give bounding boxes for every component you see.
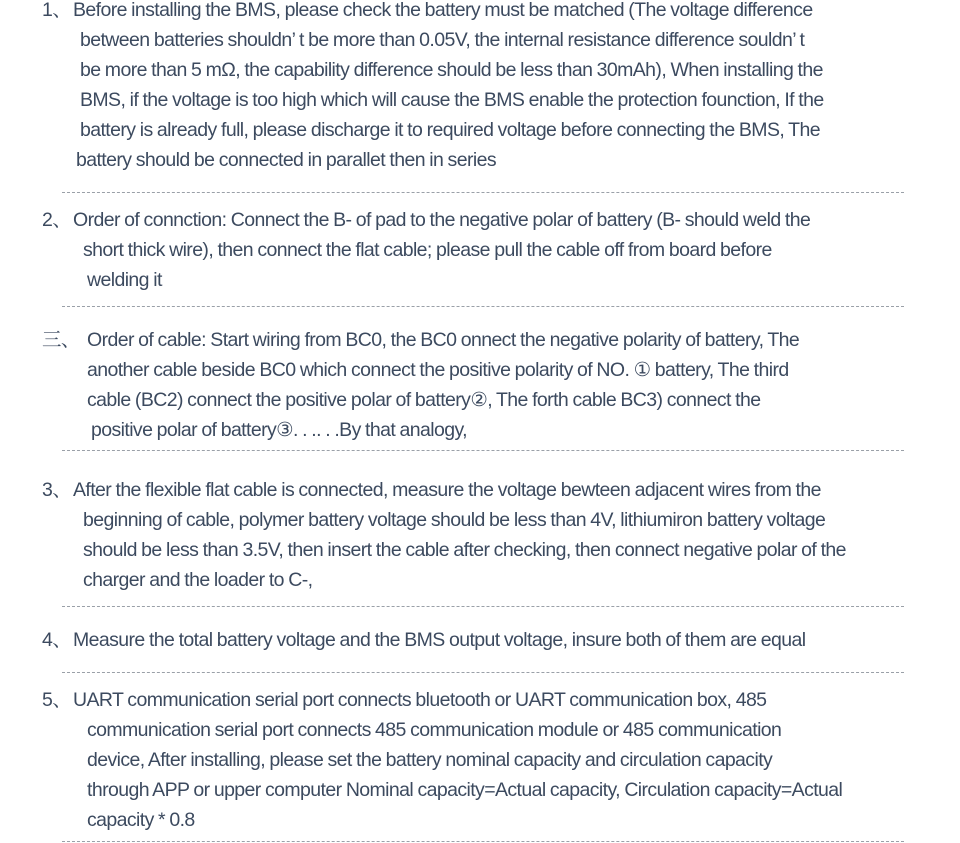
instruction-line: welding it	[87, 269, 162, 291]
instruction-line: 2、Order of connction: Connect the B- of pad to the negative polar of battery (B- should weld the	[42, 205, 927, 235]
dashed-divider	[62, 841, 904, 842]
instruction-line: BMS, if the voltage is too high which will cause the BMS enable the protection founction, If the	[80, 89, 824, 111]
item-number: 3、	[42, 479, 72, 501]
instruction-line: should be less than 3.5V, then insert the cable after checking, then connect negative polar of the	[83, 539, 846, 561]
item-number: 4、	[42, 629, 72, 651]
dashed-divider	[62, 192, 904, 193]
instruction-line: 4、Measure the total battery voltage and the BMS output voltage, insure both of them are equal	[42, 625, 927, 655]
instruction-line: through APP or upper computer Nominal capacity=Actual capacity, Circulation capacity=Actual	[87, 779, 843, 801]
instruction-line: 3、After the flexible flat cable is connected, measure the voltage bewteen adjacent wires from the	[42, 475, 927, 505]
instruction-item-3-chinese	[42, 325, 927, 445]
item-number: 2、	[42, 209, 72, 231]
instruction-item-5	[42, 685, 927, 835]
instruction-line: positive polar of battery③. . .. . .By that analogy,	[91, 419, 467, 441]
instruction-item-4	[42, 625, 927, 655]
instruction-line: between batteries shouldn’ t be more than 0.05V, the internal resistance difference souldn’ t	[80, 29, 805, 51]
instruction-line: beginning of cable, polymer battery voltage should be less than 4V, lithiumiron battery voltage	[83, 509, 826, 531]
instruction-line: battery is already full, please discharge it to required voltage before connecting the BMS, The	[80, 119, 820, 141]
dashed-divider	[62, 606, 904, 607]
instruction-item-3	[42, 475, 927, 595]
instruction-line: communication serial port connects 485 communication module or 485 communication	[87, 719, 782, 741]
instruction-line: charger and the loader to C-,	[83, 569, 313, 591]
instruction-item-2	[42, 205, 927, 295]
item-number: 5、	[42, 689, 72, 711]
instruction-line: another cable beside BC0 which connect the positive polarity of NO. ① battery, The third	[87, 359, 789, 381]
instruction-line: short thick wire), then connect the flat cable; please pull the cable off from board before	[83, 239, 772, 261]
instruction-line: cable (BC2) connect the positive polar of battery②, The forth cable BC3) connect the	[87, 389, 761, 411]
instruction-line: 1、Before installing the BMS, please check the battery must be matched (The voltage difference	[42, 0, 927, 25]
item-number: 1、	[42, 0, 72, 21]
instruction-line: battery should be connected in parallet then in series	[76, 149, 496, 171]
instruction-line: capacity * 0.8	[87, 809, 195, 831]
instruction-line: be more than 5 mΩ, the capability difference should be less than 30mAh), When installing the	[80, 59, 823, 81]
instruction-line: 三、 Order of cable: Start wiring from BC0, the BC0 onnect the negative polarity of battery, The	[42, 325, 927, 355]
dashed-divider	[62, 672, 904, 673]
dashed-divider	[62, 450, 904, 451]
instruction-line: device, After installing, please set the battery nominal capacity and circulation capacity	[87, 749, 773, 771]
item-number: 三、	[42, 329, 80, 351]
instruction-line: 5、UART communication serial port connects bluetooth or UART communication box, 485	[42, 685, 927, 715]
instruction-item-1	[42, 0, 927, 175]
dashed-divider	[62, 306, 904, 307]
